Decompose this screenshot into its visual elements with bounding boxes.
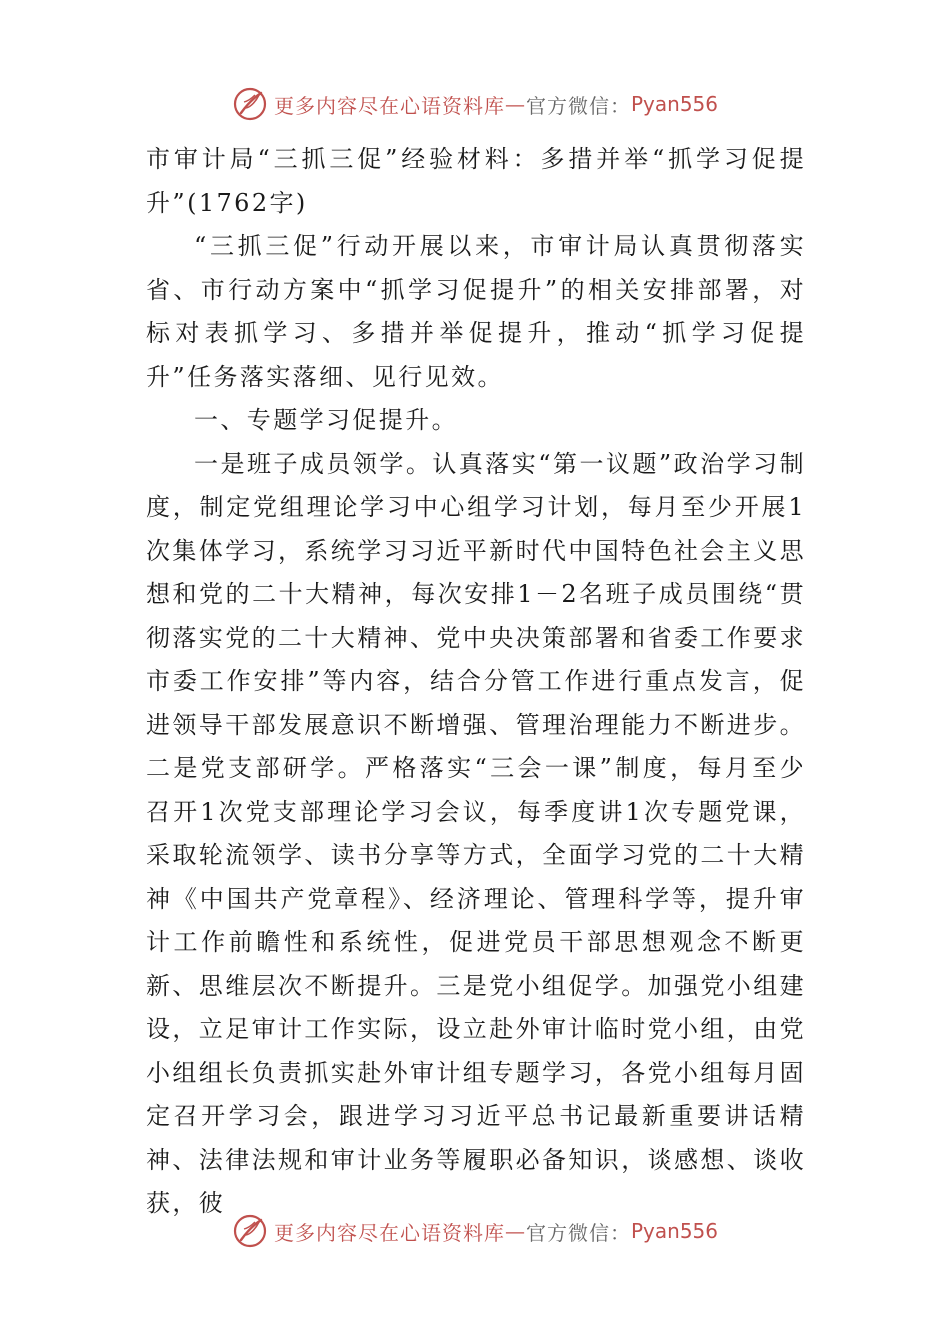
banner-text: 更多内容尽在心语资料库 [273, 1220, 505, 1245]
banner-wechat-id: Pyan556 [630, 92, 718, 116]
banner-wechat-label: 官方微信： [525, 93, 631, 118]
banner-wechat-id: Pyan556 [630, 1219, 718, 1243]
banner-separator: — [504, 92, 526, 116]
banner-text: 更多内容尽在心语资料库 [273, 93, 505, 118]
banner-wechat-label: 官方微信： [525, 1220, 631, 1245]
section-body-paragraph: 一是班子成员领学。认真落实“第一议题”政治学习制度，制定党组理论学习中心组学习计划，每月至少开展1次集体学习，系统学习习近平新时代中国特色社会主义思想和党的二十大精神，每次安排1－2名班子成员围绕“贯彻落实党的二十大精神、党中央决策部署和省委工作要求市委工作安排”等内容，结合分管工作进行重点发言，促进领导干部发展意识不断增强、管理治理能力不断进步。二是党支部研学。严格落实“三会一课”制度，每月至少召开1次党支部理论学习会议，每季度讲1次专题党课，采取轮流领学、读书分享等方式，全面学习党的二十大精神《中国共产党章程》、经济理论、管理科学等，提升审计工作前瞻性和系统性，促进党员干部思想观念不断更新、思维层次不断提升。三是党小组促学。加强党小组建设，立足审计工作实际，设立赴外审计临时党小组，由党小组组长负责抓实赴外审计组专题学习，各党小组每月固定召开学习会，跟进学习习近平总书记最新重要讲话精神、法律法规和审计业务等履职必备知识，谈感想、谈收获，彼 [146, 449, 806, 1217]
intro-paragraph: “三抓三促”行动开展以来，市审计局认真贯彻落实省、市行动方案中“抓学习促提升”的相关安排部署，对标对表抓学习、多措并举促提升，推动“抓学习促提升”任务落实落细、见行见效。 [146, 232, 806, 391]
document-title: 市审计局“三抓三促”经验材料：多措并举“抓学习促提升”(1762字) [146, 145, 806, 217]
banner-separator: — [504, 1219, 526, 1243]
section-heading: 一、专题学习促提升。 [194, 406, 458, 434]
footer-banner [0, 1211, 950, 1251]
document-body [146, 138, 806, 1226]
quill-logo-icon [232, 1213, 268, 1249]
quill-logo-icon [232, 86, 268, 122]
header-banner [0, 84, 950, 124]
